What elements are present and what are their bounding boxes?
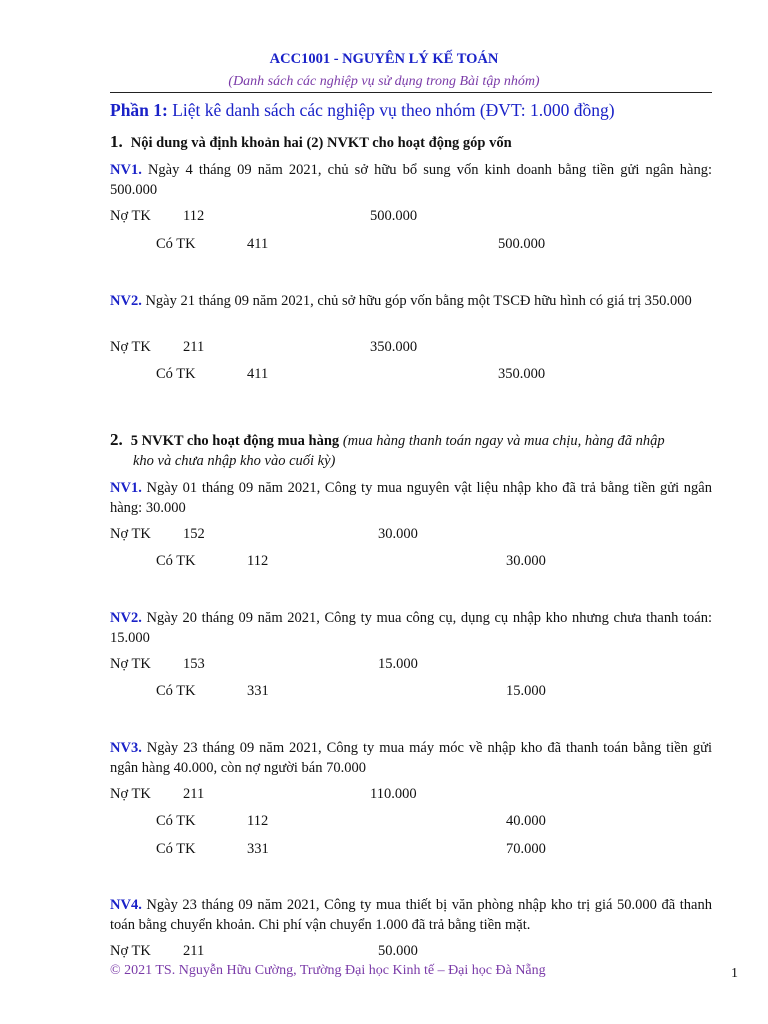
- footer-copyright: © 2021 TS. Nguyễn Hữu Cường, Trường Đại học Kinh tế – Đại học Đà Nẵng: [110, 963, 546, 978]
- entry-type: Có TK: [156, 683, 196, 699]
- transaction-description: [110, 738, 712, 778]
- entry-account: 153: [183, 656, 205, 672]
- entry-amount: 500.000: [498, 236, 546, 252]
- transaction-text: Ngày 23 tháng 09 năm 2021, Công ty mua thiết bị văn phòng nhập kho trị giá 50.000 đã thanh toán bằng chuyển khoản. Chi phí vận chuyển 1.000 đã trả bằng tiền mặt.: [110, 897, 712, 933]
- header-divider: [110, 92, 712, 93]
- transaction-code: NV3.: [110, 740, 142, 756]
- entry-amount: 70.000: [506, 841, 546, 857]
- section-title: Nội dung và định khoản hai (2) NVKT cho hoạt động góp vốn: [130, 135, 512, 151]
- entry-type: Nợ TK: [110, 526, 151, 542]
- entry-type: Nợ TK: [110, 208, 151, 224]
- entry-amount: 500.000: [370, 208, 418, 224]
- section-2-heading: [110, 430, 665, 450]
- entry-account: 331: [247, 841, 269, 857]
- section-title: 5 NVKT cho hoạt động mua hàng: [130, 433, 340, 449]
- entry-amount: 350.000: [370, 339, 418, 355]
- transaction-description: [110, 895, 712, 935]
- entry-account: 152: [183, 526, 205, 542]
- transaction-text: Ngày 23 tháng 09 năm 2021, Công ty mua máy móc về nhập kho đã thanh toán bằng tiền gửi ngân hàng 40.000, còn nợ người bán 70.000: [110, 740, 712, 776]
- entry-amount: 50.000: [378, 943, 418, 959]
- entry-amount: 40.000: [506, 813, 546, 829]
- entry-account: 112: [183, 208, 205, 224]
- entry-amount: 15.000: [506, 683, 546, 699]
- document-subtitle: (Danh sách các nghiệp vụ sử dụng trong Bài tập nhóm): [228, 74, 540, 89]
- transaction-description: [110, 608, 712, 648]
- entry-type: Nợ TK: [110, 339, 151, 355]
- part-text: Liệt kê danh sách các nghiệp vụ theo nhóm (ĐVT: 1.000 đồng): [167, 100, 615, 120]
- entry-type: Nợ TK: [110, 656, 151, 672]
- transaction-code: NV4.: [110, 897, 142, 913]
- entry-amount: 30.000: [506, 553, 546, 569]
- section-number: 2.: [110, 430, 123, 449]
- transaction-code: NV2.: [110, 610, 142, 626]
- section-1-heading: [110, 132, 512, 152]
- entry-type: Nợ TK: [110, 943, 151, 959]
- transaction-description: [110, 291, 712, 311]
- transaction-text: Ngày 21 tháng 09 năm 2021, chủ sở hữu góp vốn bằng một TSCĐ hữu hình có giá trị 350.000: [141, 293, 692, 309]
- entry-account: 112: [247, 553, 269, 569]
- transaction-text: Ngày 20 tháng 09 năm 2021, Công ty mua công cụ, dụng cụ nhập kho nhưng chưa thanh toán: 15.000: [110, 610, 712, 646]
- entry-type: Có TK: [156, 236, 196, 252]
- entry-amount: 110.000: [370, 786, 417, 802]
- entry-type: Có TK: [156, 553, 196, 569]
- entry-amount: 30.000: [378, 526, 418, 542]
- entry-type: Có TK: [156, 841, 196, 857]
- entry-account: 411: [247, 236, 269, 252]
- entry-account: 112: [247, 813, 269, 829]
- transaction-code: NV1.: [110, 480, 142, 496]
- part-label: Phần 1:: [110, 100, 168, 120]
- transaction-description: [110, 478, 712, 518]
- transaction-code: NV2.: [110, 293, 142, 309]
- transaction-text: Ngày 01 tháng 09 năm 2021, Công ty mua nguyên vật liệu nhập kho đã trả bằng tiền gửi ngân hàng: 30.000: [110, 480, 712, 516]
- section-note-continued: kho và chưa nhập kho vào cuối kỳ): [133, 453, 336, 469]
- entry-account: 211: [183, 786, 205, 802]
- section-number: 1.: [110, 132, 123, 151]
- section-note: (mua hàng thanh toán ngay và mua chịu, hàng đã nhập: [342, 433, 665, 449]
- entry-type: Có TK: [156, 813, 196, 829]
- entry-account: 411: [247, 366, 269, 382]
- transaction-code: NV1.: [110, 162, 142, 178]
- entry-amount: 15.000: [378, 656, 418, 672]
- entry-account: 211: [183, 339, 205, 355]
- entry-type: Có TK: [156, 366, 196, 382]
- entry-type: Nợ TK: [110, 786, 151, 802]
- entry-account: 211: [183, 943, 205, 959]
- entry-amount: 350.000: [498, 366, 546, 382]
- transaction-text: Ngày 4 tháng 09 năm 2021, chủ sở hữu bổ sung vốn kinh doanh bằng tiền gửi ngân hàng: 500.000: [110, 162, 712, 198]
- entry-account: 331: [247, 683, 269, 699]
- document-title: ACC1001 - NGUYÊN LÝ KẾ TOÁN: [269, 51, 499, 67]
- transaction-description: [110, 160, 712, 200]
- part-heading: [110, 100, 615, 121]
- page-number: 1: [731, 966, 738, 981]
